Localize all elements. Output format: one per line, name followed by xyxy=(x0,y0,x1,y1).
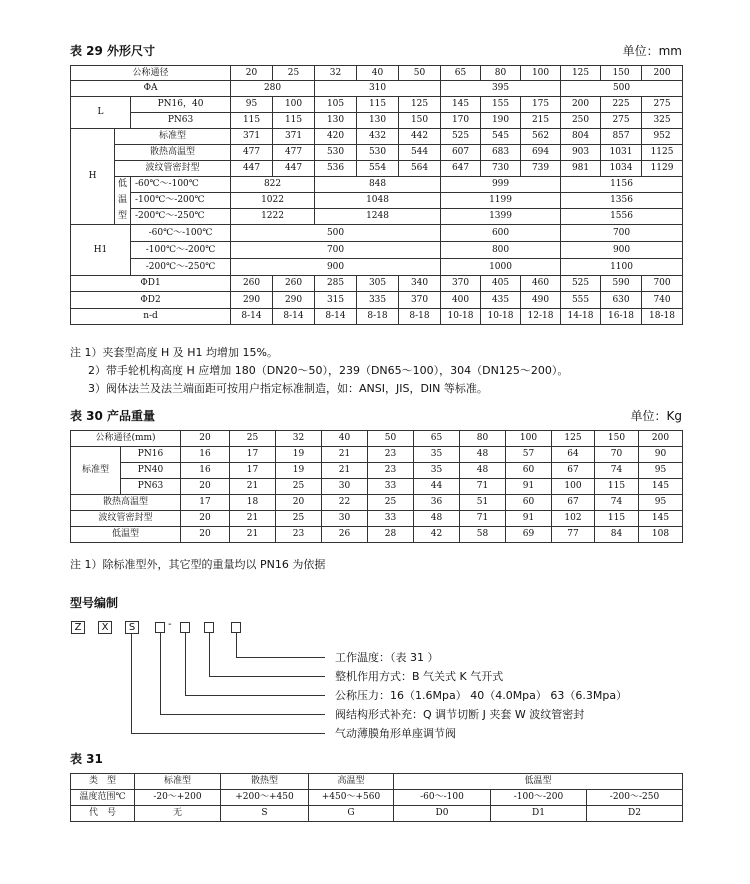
leader-line xyxy=(160,714,325,715)
t29-cell: 1356 xyxy=(561,193,683,209)
t29-cell: 530 xyxy=(357,145,399,161)
t30-cell: 23 xyxy=(368,463,414,479)
t30-cell: 95 xyxy=(639,495,683,511)
t29-cell: 130 xyxy=(357,113,399,129)
t30-cell: 51 xyxy=(460,495,506,511)
t29-dn: 100 xyxy=(521,66,561,81)
t29-cell: 822 xyxy=(231,177,315,193)
t29-cell: 310 xyxy=(315,81,441,97)
t29-row-label: -200℃～-250℃ xyxy=(131,209,231,225)
t29-cell: 647 xyxy=(441,161,481,177)
t29-dn: 65 xyxy=(441,66,481,81)
t29-cell: 1022 xyxy=(231,193,315,209)
model-label-pressure: 公称压力：16（1.6Mpa） 40（4.0Mpa） 63（6.3Mpa） xyxy=(335,689,628,702)
t29-cell: 562 xyxy=(521,129,561,145)
t29-cell: 325 xyxy=(642,113,683,129)
t29-row-label: -60℃～-100℃ xyxy=(131,225,231,242)
t29-cell: 490 xyxy=(521,292,561,309)
t30-cell: 100 xyxy=(552,479,595,495)
t29-cell: 1034 xyxy=(601,161,642,177)
t29-cell: 500 xyxy=(231,225,441,242)
t29-cell: 848 xyxy=(315,177,441,193)
t29-cell: 730 xyxy=(481,161,521,177)
t29-cell: 18-18 xyxy=(642,309,683,325)
t29-H-label: H xyxy=(71,129,115,225)
t30-cell: 58 xyxy=(460,527,506,543)
t29-row-label: PN16，40 xyxy=(131,97,231,113)
t30-cell: 48 xyxy=(460,447,506,463)
model-dash: - xyxy=(168,619,172,630)
t29-nd-label: n-d xyxy=(71,309,231,325)
t29-cell: 370 xyxy=(441,276,481,292)
t29-row-label: 标准型 xyxy=(115,129,231,145)
t31-cell: +200～+450 xyxy=(221,790,309,806)
t29-cell: 630 xyxy=(601,292,642,309)
t29-cell: 500 xyxy=(561,81,683,97)
t29-phiA-label: ΦA xyxy=(71,81,231,97)
t30-cell: 21 xyxy=(322,447,368,463)
t29-cell: 145 xyxy=(441,97,481,113)
model-slot-structure xyxy=(155,622,165,633)
t29-dn: 20 xyxy=(231,66,273,81)
t30-cell: 30 xyxy=(322,479,368,495)
t30-cell: 91 xyxy=(506,479,552,495)
t29-cell: 442 xyxy=(399,129,441,145)
t30-cell: 19 xyxy=(276,463,322,479)
t29-cell: 175 xyxy=(521,97,561,113)
t30-cell: 71 xyxy=(460,479,506,495)
t30-cell: 115 xyxy=(595,511,639,527)
note29-1: 注 1）夹套型高度 H 及 H1 均增加 15%。 xyxy=(70,346,278,359)
t29-cell: 305 xyxy=(357,276,399,292)
t30-cell: 20 xyxy=(181,511,230,527)
t31-cell: +450～+560 xyxy=(309,790,394,806)
t30-cell: 22 xyxy=(322,495,368,511)
t30-cell: 18 xyxy=(230,495,276,511)
t30-cell: 102 xyxy=(552,511,595,527)
t30-cell: 48 xyxy=(460,463,506,479)
t29-cell: 600 xyxy=(441,225,561,242)
t30-dn: 125 xyxy=(552,431,595,447)
table29 xyxy=(70,65,683,325)
t29-cell: 200 xyxy=(561,97,601,113)
t31-head: 散热型 xyxy=(221,774,309,790)
table29-title: 表 29 外形尺寸 xyxy=(70,44,156,58)
t29-cell: 8-14 xyxy=(315,309,357,325)
t30-cell: 90 xyxy=(639,447,683,463)
t29-dn: 25 xyxy=(273,66,315,81)
t29-cell: 315 xyxy=(315,292,357,309)
t30-cell: 95 xyxy=(639,463,683,479)
t29-cell: 8-18 xyxy=(399,309,441,325)
t30-cell: 33 xyxy=(368,479,414,495)
t30-cell: 20 xyxy=(181,527,230,543)
t29-cell: 95 xyxy=(231,97,273,113)
t29-cell: 952 xyxy=(642,129,683,145)
t29-cell: 150 xyxy=(399,113,441,129)
table30-title: 表 30 产品重量 xyxy=(70,409,156,423)
leader-line xyxy=(236,657,325,658)
t30-dn: 80 xyxy=(460,431,506,447)
t30-cell: 35 xyxy=(414,463,460,479)
t29-dn: 80 xyxy=(481,66,521,81)
t29-cell: 1556 xyxy=(561,209,683,225)
note30-1: 注 1）除标准型外，其它型的重量均以 PN16 为依据 xyxy=(70,558,326,571)
model-title: 型号编制 xyxy=(70,596,119,610)
t30-cell: 67 xyxy=(552,495,595,511)
t29-dn: 32 xyxy=(315,66,357,81)
t29-cell: 460 xyxy=(521,276,561,292)
t30-dn: 20 xyxy=(181,431,230,447)
t29-cell: 370 xyxy=(399,292,441,309)
t31-cell: D1 xyxy=(491,806,587,822)
model-label-action: 整机作用方式：B 气关式 K 气开式 xyxy=(335,670,504,683)
t29-row-label: -60℃～-100℃ xyxy=(131,177,231,193)
t29-cell: 100 xyxy=(273,97,315,113)
t30-cell: 70 xyxy=(595,447,639,463)
t29-cell: 903 xyxy=(561,145,601,161)
leader-line xyxy=(185,695,325,696)
t29-cell: 544 xyxy=(399,145,441,161)
t30-cell: 77 xyxy=(552,527,595,543)
t29-cell: 8-14 xyxy=(273,309,315,325)
t30-cell: 42 xyxy=(414,527,460,543)
t29-cell: 260 xyxy=(231,276,273,292)
model-slot-pressure xyxy=(180,622,190,633)
note29-3: 3）阀体法兰及法兰端面距可按用户指定标准制造，如：ANSI，JIS，DIN 等标准。 xyxy=(88,382,488,395)
t30-row-label: 低温型 xyxy=(71,527,181,543)
t29-cell: 700 xyxy=(642,276,683,292)
t30-cell: 23 xyxy=(276,527,322,543)
t29-cell: 739 xyxy=(521,161,561,177)
t29-cell: 285 xyxy=(315,276,357,292)
t30-cell: 21 xyxy=(230,527,276,543)
table30-unit: 单位：Kg xyxy=(630,409,682,423)
t29-cell: 564 xyxy=(399,161,441,177)
t30-head: 公称通径(mm) xyxy=(71,431,181,447)
t30-cell: 145 xyxy=(639,479,683,495)
t29-cell: 683 xyxy=(481,145,521,161)
t30-dn: 150 xyxy=(595,431,639,447)
t29-cell: 340 xyxy=(399,276,441,292)
t30-cell: 108 xyxy=(639,527,683,543)
t31-row-label: 温度范围℃ xyxy=(71,790,135,806)
t29-cell: 16-18 xyxy=(601,309,642,325)
t29-cell: 530 xyxy=(315,145,357,161)
t29-cell: 536 xyxy=(315,161,357,177)
t31-head: 高温型 xyxy=(309,774,394,790)
t30-cell: 60 xyxy=(506,495,552,511)
t29-cell: 115 xyxy=(273,113,315,129)
t30-cell: 16 xyxy=(181,463,230,479)
t29-cell: 155 xyxy=(481,97,521,113)
t29-cell: 130 xyxy=(315,113,357,129)
table30 xyxy=(70,430,683,543)
t30-cell: 74 xyxy=(595,463,639,479)
t30-row-label: 散热高温型 xyxy=(71,495,181,511)
t29-row-label: -100℃～-200℃ xyxy=(131,193,231,209)
t30-row-label: 波纹管密封型 xyxy=(71,511,181,527)
t30-dn: 40 xyxy=(322,431,368,447)
t29-dn: 200 xyxy=(642,66,683,81)
t30-cell: 21 xyxy=(230,479,276,495)
t29-cell: 225 xyxy=(601,97,642,113)
t29-cell: 115 xyxy=(357,97,399,113)
leader-line xyxy=(131,633,132,733)
t29-cell: 554 xyxy=(357,161,399,177)
t30-cell: 60 xyxy=(506,463,552,479)
leader-line xyxy=(209,633,210,676)
t31-cell: S xyxy=(221,806,309,822)
t30-row-label: PN63 xyxy=(121,479,181,495)
t29-cell: 981 xyxy=(561,161,601,177)
t30-row-label: PN16 xyxy=(121,447,181,463)
t29-cell: 900 xyxy=(561,242,683,259)
t29-cell: 1125 xyxy=(642,145,683,161)
t29-cell: 740 xyxy=(642,292,683,309)
t29-cell: 1048 xyxy=(315,193,441,209)
t29-row-label: PN63 xyxy=(131,113,231,129)
t30-dn: 25 xyxy=(230,431,276,447)
leader-line xyxy=(236,633,237,657)
t29-cell: 607 xyxy=(441,145,481,161)
t30-cell: 19 xyxy=(276,447,322,463)
leader-line xyxy=(209,676,325,677)
t29-cell: 1222 xyxy=(231,209,315,225)
t30-cell: 69 xyxy=(506,527,552,543)
t29-cell: 260 xyxy=(273,276,315,292)
t30-cell: 30 xyxy=(322,511,368,527)
t30-cell: 21 xyxy=(322,463,368,479)
t29-cell: 105 xyxy=(315,97,357,113)
t31-row-label: 代 号 xyxy=(71,806,135,822)
t30-cell: 145 xyxy=(639,511,683,527)
t29-cell: 435 xyxy=(481,292,521,309)
t31-cell: 无 xyxy=(135,806,221,822)
t30-dn: 65 xyxy=(414,431,460,447)
t29-cell: 250 xyxy=(561,113,601,129)
t29-cell: 477 xyxy=(273,145,315,161)
t30-dn: 50 xyxy=(368,431,414,447)
t29-cell: 525 xyxy=(441,129,481,145)
t30-cell: 67 xyxy=(552,463,595,479)
t30-std-label: 标准型 xyxy=(71,447,121,495)
t29-cell: 800 xyxy=(441,242,561,259)
t29-cell: 14-18 xyxy=(561,309,601,325)
t31-cell: -60～-100 xyxy=(394,790,491,806)
t30-cell: 48 xyxy=(414,511,460,527)
t29-cell: 290 xyxy=(231,292,273,309)
model-label-structure: 阀结构形式补充：Q 调节切断 J 夹套 W 波纹管密封 xyxy=(335,708,585,721)
t29-cell: 545 xyxy=(481,129,521,145)
t29-cell: 1399 xyxy=(441,209,561,225)
t30-dn: 200 xyxy=(639,431,683,447)
t29-cell: 275 xyxy=(642,97,683,113)
t29-cell: 115 xyxy=(231,113,273,129)
t29-cell: 1000 xyxy=(441,259,561,276)
t29-cell: 190 xyxy=(481,113,521,129)
leader-line xyxy=(131,733,325,734)
model-label-product: 气动薄膜角形单座调节阀 xyxy=(335,727,456,740)
t30-cell: 57 xyxy=(506,447,552,463)
leader-line xyxy=(160,633,161,714)
t29-row-label: -200℃～-250℃ xyxy=(131,259,231,276)
t29-cell: 10-18 xyxy=(481,309,521,325)
t29-cell: 371 xyxy=(231,129,273,145)
t29-cell: 10-18 xyxy=(441,309,481,325)
t29-low-char: 温 xyxy=(115,193,131,209)
t29-cell: 1199 xyxy=(441,193,561,209)
t29-row-label: -100℃～-200℃ xyxy=(131,242,231,259)
model-slot-temp xyxy=(231,622,241,633)
t29-cell: 447 xyxy=(273,161,315,177)
t30-cell: 84 xyxy=(595,527,639,543)
t29-cell: 400 xyxy=(441,292,481,309)
t31-cell: -100～-200 xyxy=(491,790,587,806)
table31-title: 表 31 xyxy=(70,752,103,766)
t29-d1-label: ΦD1 xyxy=(71,276,231,292)
t31-cell: D0 xyxy=(394,806,491,822)
t29-head: 公称通径 xyxy=(71,66,231,81)
t29-cell: 900 xyxy=(231,259,441,276)
t29-cell: 447 xyxy=(231,161,273,177)
t29-cell: 590 xyxy=(601,276,642,292)
t30-cell: 71 xyxy=(460,511,506,527)
t30-cell: 20 xyxy=(276,495,322,511)
t29-cell: 525 xyxy=(561,276,601,292)
t30-cell: 33 xyxy=(368,511,414,527)
t29-cell: 1156 xyxy=(561,177,683,193)
t29-cell: 1031 xyxy=(601,145,642,161)
t30-cell: 115 xyxy=(595,479,639,495)
model-letter-x: X xyxy=(98,621,112,634)
t29-cell: 215 xyxy=(521,113,561,129)
t29-cell: 420 xyxy=(315,129,357,145)
t30-cell: 36 xyxy=(414,495,460,511)
note29-2: 2）带手轮机构高度 H 应增加 180（DN20～50），239（DN65～100），304（DN125～200）。 xyxy=(88,364,569,377)
t29-cell: 999 xyxy=(441,177,561,193)
model-label-temp: 工作温度：（表 31 ） xyxy=(335,651,439,664)
t29-cell: 700 xyxy=(561,225,683,242)
t30-cell: 20 xyxy=(181,479,230,495)
t30-cell: 21 xyxy=(230,511,276,527)
t29-cell: 1129 xyxy=(642,161,683,177)
t30-cell: 25 xyxy=(276,511,322,527)
t31-cell: -200～-250 xyxy=(587,790,683,806)
t29-row-label: 散热高温型 xyxy=(115,145,231,161)
t30-cell: 16 xyxy=(181,447,230,463)
t29-H1-label: H1 xyxy=(71,225,131,276)
t29-cell: 170 xyxy=(441,113,481,129)
t30-cell: 91 xyxy=(506,511,552,527)
t29-L-label: L xyxy=(71,97,131,129)
t31-cell: -20～+200 xyxy=(135,790,221,806)
t30-cell: 44 xyxy=(414,479,460,495)
t29-cell: 125 xyxy=(399,97,441,113)
t29-cell: 477 xyxy=(231,145,273,161)
t30-cell: 17 xyxy=(230,447,276,463)
t29-row-label: 波纹管密封型 xyxy=(115,161,231,177)
t29-cell: 432 xyxy=(357,129,399,145)
t30-cell: 17 xyxy=(230,463,276,479)
t29-dn: 125 xyxy=(561,66,601,81)
t31-cell: D2 xyxy=(587,806,683,822)
t29-cell: 275 xyxy=(601,113,642,129)
t30-cell: 17 xyxy=(181,495,230,511)
t29-d2-label: ΦD2 xyxy=(71,292,231,309)
t29-cell: 12-18 xyxy=(521,309,561,325)
model-letter-s: S xyxy=(125,621,139,634)
t29-cell: 1100 xyxy=(561,259,683,276)
t30-cell: 64 xyxy=(552,447,595,463)
t29-dn: 50 xyxy=(399,66,441,81)
t29-cell: 8-18 xyxy=(357,309,399,325)
t29-cell: 804 xyxy=(561,129,601,145)
t29-dn: 40 xyxy=(357,66,399,81)
t29-cell: 335 xyxy=(357,292,399,309)
t30-dn: 100 xyxy=(506,431,552,447)
t30-cell: 35 xyxy=(414,447,460,463)
t29-cell: 8-14 xyxy=(231,309,273,325)
t29-cell: 290 xyxy=(273,292,315,309)
table31 xyxy=(70,773,683,822)
t30-row-label: PN40 xyxy=(121,463,181,479)
model-slot-action xyxy=(204,622,214,633)
model-letter-z: Z xyxy=(71,621,85,634)
t30-cell: 28 xyxy=(368,527,414,543)
t29-cell: 405 xyxy=(481,276,521,292)
t30-cell: 25 xyxy=(368,495,414,511)
t29-cell: 555 xyxy=(561,292,601,309)
t30-cell: 25 xyxy=(276,479,322,495)
leader-line xyxy=(185,633,186,695)
t31-head: 标准型 xyxy=(135,774,221,790)
t29-dn: 150 xyxy=(601,66,642,81)
t29-cell: 857 xyxy=(601,129,642,145)
t29-cell: 1248 xyxy=(315,209,441,225)
t29-cell: 395 xyxy=(441,81,561,97)
t29-low-char: 低 xyxy=(115,177,131,193)
t29-cell: 700 xyxy=(231,242,441,259)
t31-head: 类 型 xyxy=(71,774,135,790)
t30-cell: 74 xyxy=(595,495,639,511)
t31-cell: G xyxy=(309,806,394,822)
t30-cell: 23 xyxy=(368,447,414,463)
t29-low-char: 型 xyxy=(115,209,131,225)
t31-head: 低温型 xyxy=(394,774,683,790)
table29-unit: 单位：mm xyxy=(622,44,682,58)
t30-dn: 32 xyxy=(276,431,322,447)
t30-cell: 26 xyxy=(322,527,368,543)
t29-cell: 371 xyxy=(273,129,315,145)
t29-cell: 694 xyxy=(521,145,561,161)
t29-cell: 280 xyxy=(231,81,315,97)
